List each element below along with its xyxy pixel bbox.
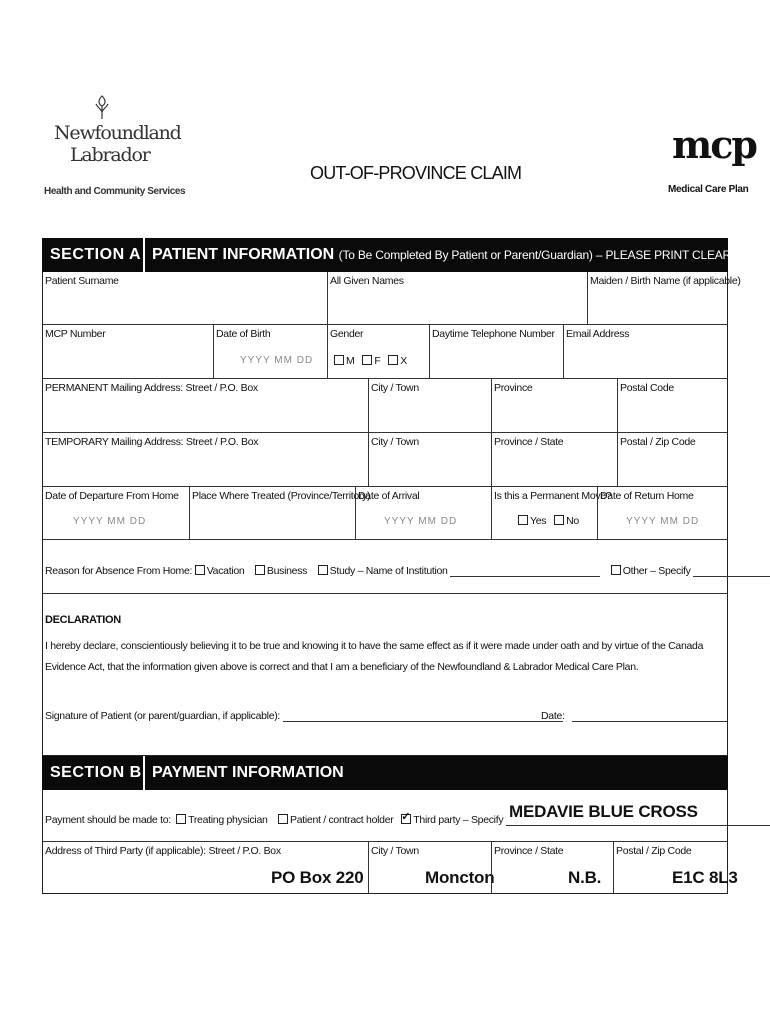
dob-field[interactable] bbox=[213, 325, 327, 378]
declaration-text: I hereby declare, conscientiously believing it to be true and knowing it to have the same effect as if it were made under oath and by virtue of the Canada Evidence Act, that the information given above is correct and that I am a beneficiary of the Newfoundland & Labrador Medical Care Plan. bbox=[45, 640, 704, 673]
temp-address-label: TEMPORARY Mailing Address: Street / P.O. Box bbox=[45, 436, 259, 448]
mcp-number-label: MCP Number bbox=[45, 328, 106, 340]
row-third-party-address bbox=[42, 842, 738, 894]
place-treated-field[interactable] bbox=[189, 487, 371, 539]
section-b-header bbox=[42, 756, 728, 790]
permanent-move-label: Is this a Permanent Move? bbox=[494, 490, 612, 502]
third-city-label: City / Town bbox=[371, 845, 419, 857]
claim-form bbox=[42, 238, 745, 894]
reason-study-checkbox[interactable] bbox=[318, 565, 328, 575]
move-no-label: No bbox=[566, 515, 579, 527]
logo-sub: Health and Community Services bbox=[44, 186, 186, 197]
given-names-label: All Given Names bbox=[330, 275, 404, 287]
reason-business-checkbox[interactable] bbox=[255, 565, 265, 575]
gender-x-label: X bbox=[400, 355, 408, 367]
move-no-checkbox[interactable] bbox=[554, 515, 564, 525]
gender-f-checkbox[interactable] bbox=[362, 355, 372, 365]
section-a-label: SECTION A bbox=[50, 246, 142, 263]
row-payment bbox=[42, 790, 728, 842]
third-city-value: Moncton bbox=[425, 868, 495, 887]
gender-field bbox=[327, 325, 429, 378]
arrival-label: Date of Arrival bbox=[358, 490, 420, 502]
physician-checkbox[interactable] bbox=[176, 814, 186, 824]
reason-line bbox=[45, 565, 770, 577]
third-party-value: MEDAVIE BLUE CROSS bbox=[509, 802, 698, 821]
temp-province-label: Province / State bbox=[494, 436, 564, 448]
return-field[interactable] bbox=[597, 487, 726, 539]
section-a-title-text: PATIENT INFORMATION bbox=[152, 246, 335, 263]
third-province-value: N.B. bbox=[568, 868, 602, 887]
date-label: Date: bbox=[541, 710, 565, 722]
third-postal-field[interactable] bbox=[613, 842, 738, 893]
date-line bbox=[541, 710, 727, 722]
signature-line bbox=[45, 710, 563, 722]
third-party-checkbox[interactable] bbox=[401, 814, 411, 824]
phone-label: Daytime Telephone Number bbox=[432, 328, 555, 340]
date-input[interactable] bbox=[572, 721, 727, 722]
third-address-field[interactable] bbox=[43, 842, 368, 893]
third-address-value: PO Box 220 bbox=[271, 868, 364, 887]
gender-label: Gender bbox=[330, 328, 364, 340]
reason-label: Reason for Absence From Home: bbox=[45, 565, 193, 577]
temp-postal-field[interactable] bbox=[617, 433, 726, 486]
section-a-header bbox=[42, 238, 745, 272]
section-b-title bbox=[152, 764, 344, 782]
move-options bbox=[518, 515, 579, 527]
reason-vacation-label: Vacation bbox=[206, 565, 245, 577]
payment-label: Payment should be made to: bbox=[45, 814, 171, 826]
declaration-title: DECLARATION bbox=[45, 614, 121, 626]
maiden-name-field[interactable] bbox=[587, 272, 741, 324]
nl-flower-icon bbox=[92, 94, 112, 120]
signature-input[interactable] bbox=[283, 721, 563, 722]
third-city-field[interactable] bbox=[368, 842, 495, 893]
third-postal-value: E1C 8L3 bbox=[672, 868, 738, 887]
gender-m-label: M bbox=[346, 355, 355, 367]
logo-line1: Newfoundland bbox=[54, 122, 181, 144]
nl-logo bbox=[44, 94, 194, 204]
institution-input[interactable] bbox=[450, 576, 600, 577]
return-label: Date of Return Home bbox=[600, 490, 694, 502]
holder-checkbox[interactable] bbox=[278, 814, 288, 824]
reason-other-checkbox[interactable] bbox=[611, 565, 621, 575]
permanent-move-field bbox=[491, 487, 612, 539]
other-specify-input[interactable] bbox=[693, 576, 770, 577]
reason-study-label: Study – Name of Institution bbox=[329, 565, 448, 577]
temp-province-field[interactable] bbox=[491, 433, 617, 486]
form-title: OUT-OF-PROVINCE CLAIM bbox=[310, 163, 522, 183]
section-a-title bbox=[152, 246, 744, 264]
row-names bbox=[42, 272, 741, 325]
temp-postal-label: Postal / Zip Code bbox=[620, 436, 696, 448]
gender-f-label: F bbox=[374, 355, 381, 367]
temp-city-label: City / Town bbox=[371, 436, 419, 448]
dob-label: Date of Birth bbox=[216, 328, 271, 340]
signature-label: Signature of Patient (or parent/guardian, if applicable): bbox=[45, 710, 281, 722]
holder-label: Patient / contract holder bbox=[290, 814, 394, 826]
phone-field[interactable] bbox=[429, 325, 563, 378]
row-travel-dates bbox=[42, 487, 728, 540]
perm-city-field[interactable] bbox=[368, 379, 491, 432]
given-names-field[interactable] bbox=[327, 272, 587, 324]
section-b-label: SECTION B bbox=[50, 764, 142, 781]
reason-business-label: Business bbox=[266, 565, 308, 577]
arrival-hint: YYYY MM DD bbox=[384, 516, 458, 527]
gender-m-checkbox[interactable] bbox=[334, 355, 344, 365]
email-field[interactable] bbox=[563, 325, 726, 378]
perm-address-field[interactable] bbox=[43, 379, 368, 432]
third-province-field[interactable] bbox=[491, 842, 613, 893]
section-b-title-text: PAYMENT INFORMATION bbox=[152, 764, 344, 781]
section-a-note: (To Be Completed By Patient or Parent/Guardian) – PLEASE PRINT CLEARLY bbox=[338, 248, 745, 262]
patient-surname-label: Patient Surname bbox=[45, 275, 119, 287]
third-province-label: Province / State bbox=[494, 845, 564, 857]
return-hint: YYYY MM DD bbox=[626, 516, 700, 527]
departure-field[interactable] bbox=[43, 487, 189, 539]
declaration-block bbox=[42, 594, 728, 756]
maiden-name-label: Maiden / Birth Name (if applicable) bbox=[590, 275, 741, 287]
patient-surname-field[interactable] bbox=[43, 272, 327, 324]
arrival-field[interactable] bbox=[355, 487, 491, 539]
reason-vacation-checkbox[interactable] bbox=[195, 565, 205, 575]
physician-label: Treating physician bbox=[188, 814, 268, 826]
third-party-label: Third party – Specify bbox=[413, 814, 504, 826]
reason-other-label: Other – Specify bbox=[622, 565, 691, 577]
perm-address-label: PERMANENT Mailing Address: Street / P.O. Box bbox=[45, 382, 258, 394]
departure-hint: YYYY MM DD bbox=[73, 516, 147, 527]
move-yes-label: Yes bbox=[530, 515, 547, 527]
third-party-input[interactable] bbox=[506, 825, 770, 826]
temp-city-field[interactable] bbox=[368, 433, 491, 486]
row-reason bbox=[42, 540, 728, 594]
move-yes-checkbox[interactable] bbox=[518, 515, 528, 525]
perm-province-label: Province bbox=[494, 382, 533, 394]
mcp-sub: Medical Care Plan bbox=[668, 184, 749, 195]
dob-hint: YYYY MM DD bbox=[240, 355, 314, 366]
row-identity bbox=[42, 325, 728, 379]
perm-city-label: City / Town bbox=[371, 382, 419, 394]
gender-options bbox=[334, 355, 407, 367]
third-postal-label: Postal / Zip Code bbox=[616, 845, 692, 857]
perm-province-field[interactable] bbox=[491, 379, 617, 432]
perm-postal-field[interactable] bbox=[617, 379, 726, 432]
departure-label: Date of Departure From Home bbox=[45, 490, 179, 502]
row-temporary-address bbox=[42, 433, 728, 487]
row-permanent-address bbox=[42, 379, 728, 433]
logo-line2: Labrador bbox=[70, 144, 150, 166]
mcp-number-field[interactable] bbox=[43, 325, 213, 378]
place-treated-label: Place Where Treated (Province/Territory) bbox=[192, 490, 371, 502]
email-label: Email Address bbox=[566, 328, 630, 340]
temp-address-field[interactable] bbox=[43, 433, 368, 486]
mcp-logo: mcp bbox=[672, 122, 756, 167]
perm-postal-label: Postal Code bbox=[620, 382, 674, 394]
gender-x-checkbox[interactable] bbox=[388, 355, 398, 365]
third-address-label: Address of Third Party (if applicable): Street / P.O. Box bbox=[45, 845, 281, 857]
